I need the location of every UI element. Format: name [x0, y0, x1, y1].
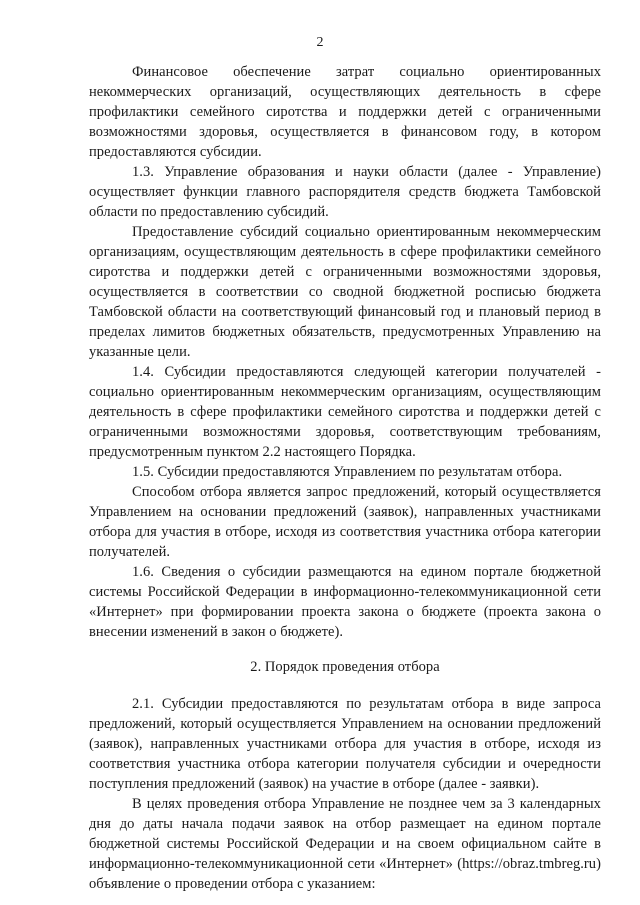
section-heading: 2. Порядок проведения отбора: [250, 659, 440, 675]
paragraph-selection-method: Способом отбора является запрос предложений, который осуществляется Управлением на основании предложений (заявок), направленных участниками отбора для участия в отборе, исходя из соответствия участника отбора категории получателей.: [89, 484, 601, 560]
paragraph-financing: Финансовое обеспечение затрат социально ориентированных некоммерческих организаций, осуществляющих деятельность в сфере профилактики семейного сиротства и поддержки детей с ограниченными возможностями здоровья, осуществляется в финансовом году, в котором предоставляются субсидии.: [89, 64, 601, 160]
paragraph-1-3: 1.3. Управление образования и науки области (далее - Управление) осуществляет функции главного распорядителя средств бюджета Тамбовской области по предоставлению субсидий.: [89, 164, 601, 220]
paragraph-1-5: 1.5. Субсидии предоставляются Управлением по результатам отбора.: [132, 464, 563, 480]
paragraph-1-6: 1.6. Сведения о субсидии размещаются на едином портале бюджетной системы Российской Федерации в информационно-телекоммуникационной сети «Интернет» при формировании проекта закона о бюджете (проекта закона о внесении изменений в закон о бюджете).: [89, 564, 601, 640]
paragraph-2-1: 2.1. Субсидии предоставляются по результатам отбора в виде запроса предложений, который осуществляется Управлением на основании предложений (заявок), направленных участниками отбора для участия в отборе, исходя из соответствия участника отбора категории получателя субсидии и очередности поступления предложений (заявок) на участие в отборе (далее - заявки).: [89, 696, 601, 792]
document-body: [89, 62, 601, 894]
paragraph-1-4: 1.4. Субсидии предоставляются следующей категории получателей - социально ориентированным некоммерческим организациям, осуществляющим деятельность в сфере профилактики семейного сиротства и поддержки детей с ограниченными возможностями здоровья, соответствующим требованиям, предусмотренным пунктом 2.2 настоящего Порядка.: [89, 364, 601, 460]
paragraph-announcement: В целях проведения отбора Управление не позднее чем за 3 календарных дня до даты начала подачи заявок на отбор размещает на едином портале бюджетной системы Российской Федерации и на своем официальном сайте в информационно-телекоммуникационной сети «Интернет» (https://obraz.tmbreg.ru) объявление о проведении отбора с указанием:: [89, 796, 601, 892]
paragraph-budget: Предоставление субсидий социально ориентированным некоммерческим организациям, осуществляющим деятельность в сфере профилактики семейного сиротства и поддержки детей с ограниченными возможностями здоровья, осуществляется в соответствии со сводной бюджетной росписью бюджета Тамбовской области на соответствующий финансовый год и плановый период в пределах лимитов бюджетных обязательств, предусмотренных Управлению на указанные цели.: [89, 224, 601, 360]
page-number: 2: [316, 35, 324, 50]
